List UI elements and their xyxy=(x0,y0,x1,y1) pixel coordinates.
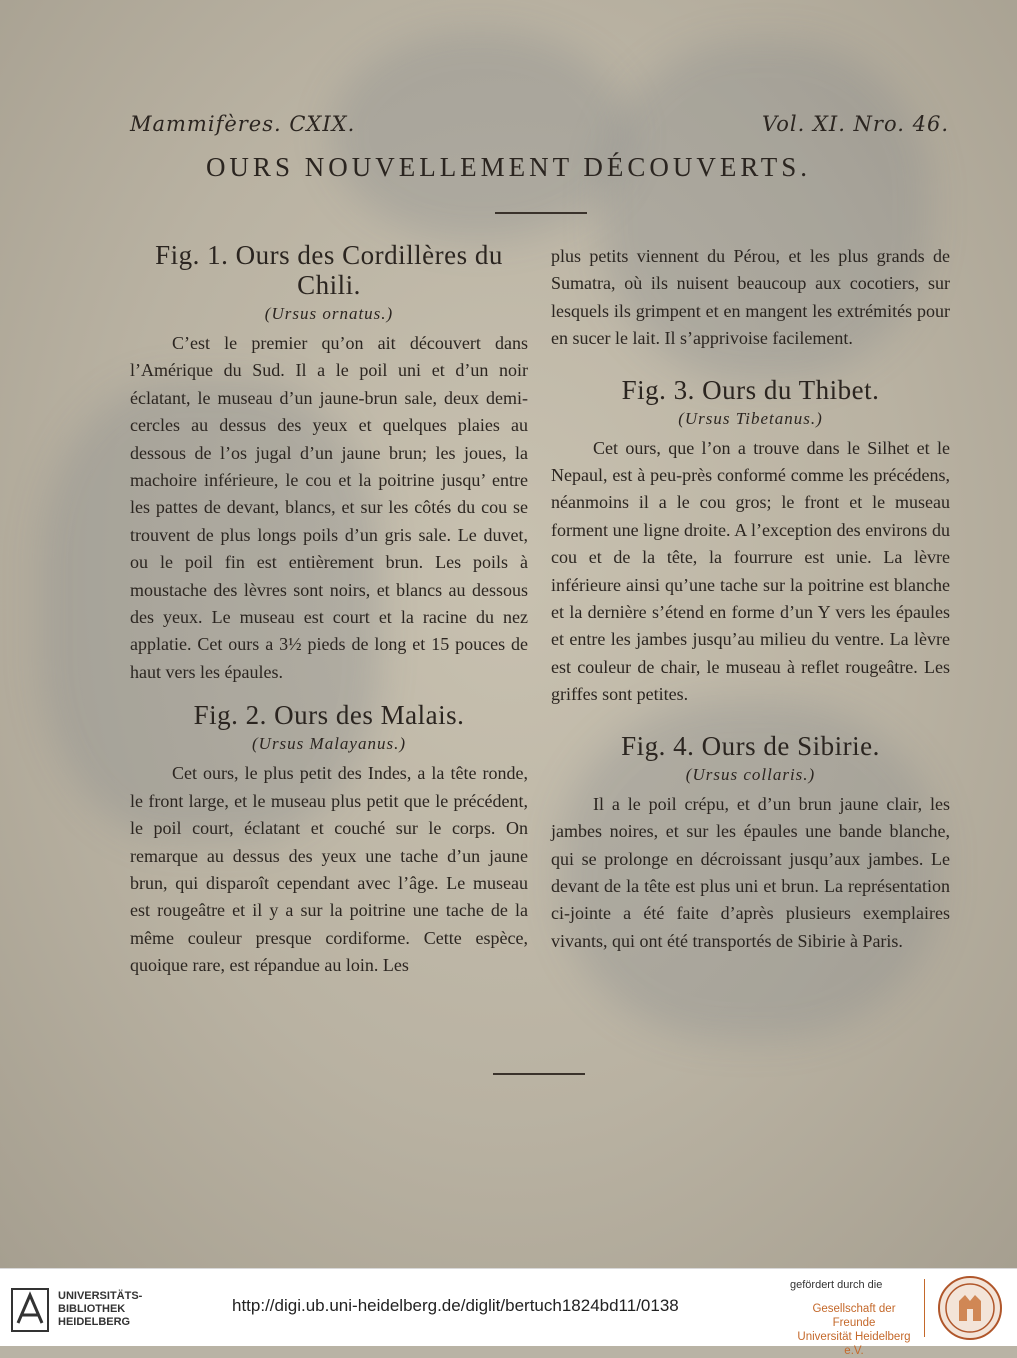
footer-divider xyxy=(924,1279,925,1337)
left-column xyxy=(130,240,528,980)
fig3-description: Cet ours, que l’on a trouve dans le Silhet et le Nepaul, est à peu-près conformé comme les précédens, néanmoins il a le cou gros; le front et le museau forment une ligne droite. A l’exception des environs du cou et de la tête, la fourrure est unie. La lèvre inférieure ainsi qu’une tache sur la poitrine est blanche et la dernière s’étend en forme d’un Y vers les épaules et entre les jambes jusqu’au milieu du ventre. La lèvre est couleur de chair, le museau à reflet rougeâtre. Les griffes sont petites. xyxy=(551,437,950,705)
library-name[interactable] xyxy=(58,1290,142,1329)
running-header-right: Vol. XI. Nro. 46. xyxy=(762,112,949,136)
society-name-line: Universität Heidelberg e.V. xyxy=(797,1331,911,1357)
right-column xyxy=(551,243,950,955)
library-logo-icon[interactable] xyxy=(10,1287,50,1333)
library-name-line: BIBLIOTHEK xyxy=(58,1303,126,1315)
running-header-left: Mammifères. CXIX. xyxy=(130,112,356,136)
fig4-heading: Fig. 4. Ours de Sibirie. xyxy=(621,730,880,761)
fig3-heading: Fig. 3. Ours du Thibet. xyxy=(621,374,880,405)
library-name-line: UNIVERSITÄTS- xyxy=(58,1290,143,1302)
fig1-scientific-name: (Ursus ornatus.) xyxy=(264,304,394,323)
society-name[interactable] xyxy=(790,1302,918,1358)
page-title: OURS NOUVELLEMENT DÉCOUVERTS. xyxy=(205,152,812,182)
fig1-description: C’est le premier qu’on ait découvert dans l’Amérique du Sud. Il a le poil uni et d’un noir éclatant, le museau d’un jaune-brun sale, deux demi-cercles au dessus des yeux et quelques plaies au dessous de l’os jugal d’un jaune brun; les joues, la machoire inférieure, le cou et la poitrine jusqu’ entre les pattes de devant, blancs, et sur les côtés du cou se trouvent de plus longs poils d’un gris sale. Le duvet, ou le poil fin est entièrement brun. Les poils à moustache des lèvres sont noirs, et blancs au dessous des yeux. Le museau est court et la racine du nez applatie. Cet ours a 3½ pieds de long et 15 pouces de haut vers les épaules. xyxy=(130,333,528,682)
fig2-scientific-name: (Ursus Malayanus.) xyxy=(252,734,406,754)
society-name-line: Gesellschaft der Freunde xyxy=(812,1303,896,1329)
university-seal-icon xyxy=(937,1275,1003,1341)
end-divider xyxy=(493,1073,585,1075)
title-divider xyxy=(495,212,587,214)
viewer-footer xyxy=(0,1268,1017,1357)
permalink-url[interactable]: http://digi.ub.uni-heidelberg.de/diglit/bertuch1824bd11/0138 xyxy=(232,1296,679,1315)
funded-by-label: gefördert durch die xyxy=(790,1279,883,1291)
fig4-description: Il a le poil crépu, et d’un brun jaune clair, les jambes noires, et sur les épaules une bande blanche, qui se prolonge en décroissant jusqu’aux jambes. Le devant de la tête est plus uni et brun. La représentation ci-jointe a été faite d’après plusieurs exemplaires vivants, qui ont été transportés de Sibirie à Paris. xyxy=(551,793,950,951)
fig4-scientific-name: (Ursus collaris.) xyxy=(685,764,816,784)
fig2-description: Cet ours, le plus petit des Indes, a la tête ronde, le front large, et le museau plus petit que le précédent, le poil court, éclatant et couché sur le corps. On remarque au dessus des yeux une tache d’un jaune brun, qui disparoît cependant avec l’âge. Le museau est rougeâtre et il y a sur la poitrine une tache de la même couleur presque cordiforme. Cette espèce, quoique rare, est répandue au loin. Les xyxy=(130,763,528,976)
fig2-description-continued: plus petits viennent du Pérou, et les plus grands de Sumatra, où ils nuisent beaucoup aux cocotiers, sur lesquels ils grimpent et en mangent les extrémités pour en sucer le lait. Il s’apprivoise facilement. xyxy=(551,246,950,349)
fig1-heading: Fig. 1. Ours des Cordillères du Chili. xyxy=(155,240,503,300)
fig3-scientific-name: (Ursus Tibetanus.) xyxy=(678,408,823,428)
library-name-line: HEIDELBERG xyxy=(58,1316,131,1328)
fig2-heading: Fig. 2. Ours des Malais. xyxy=(193,700,465,731)
